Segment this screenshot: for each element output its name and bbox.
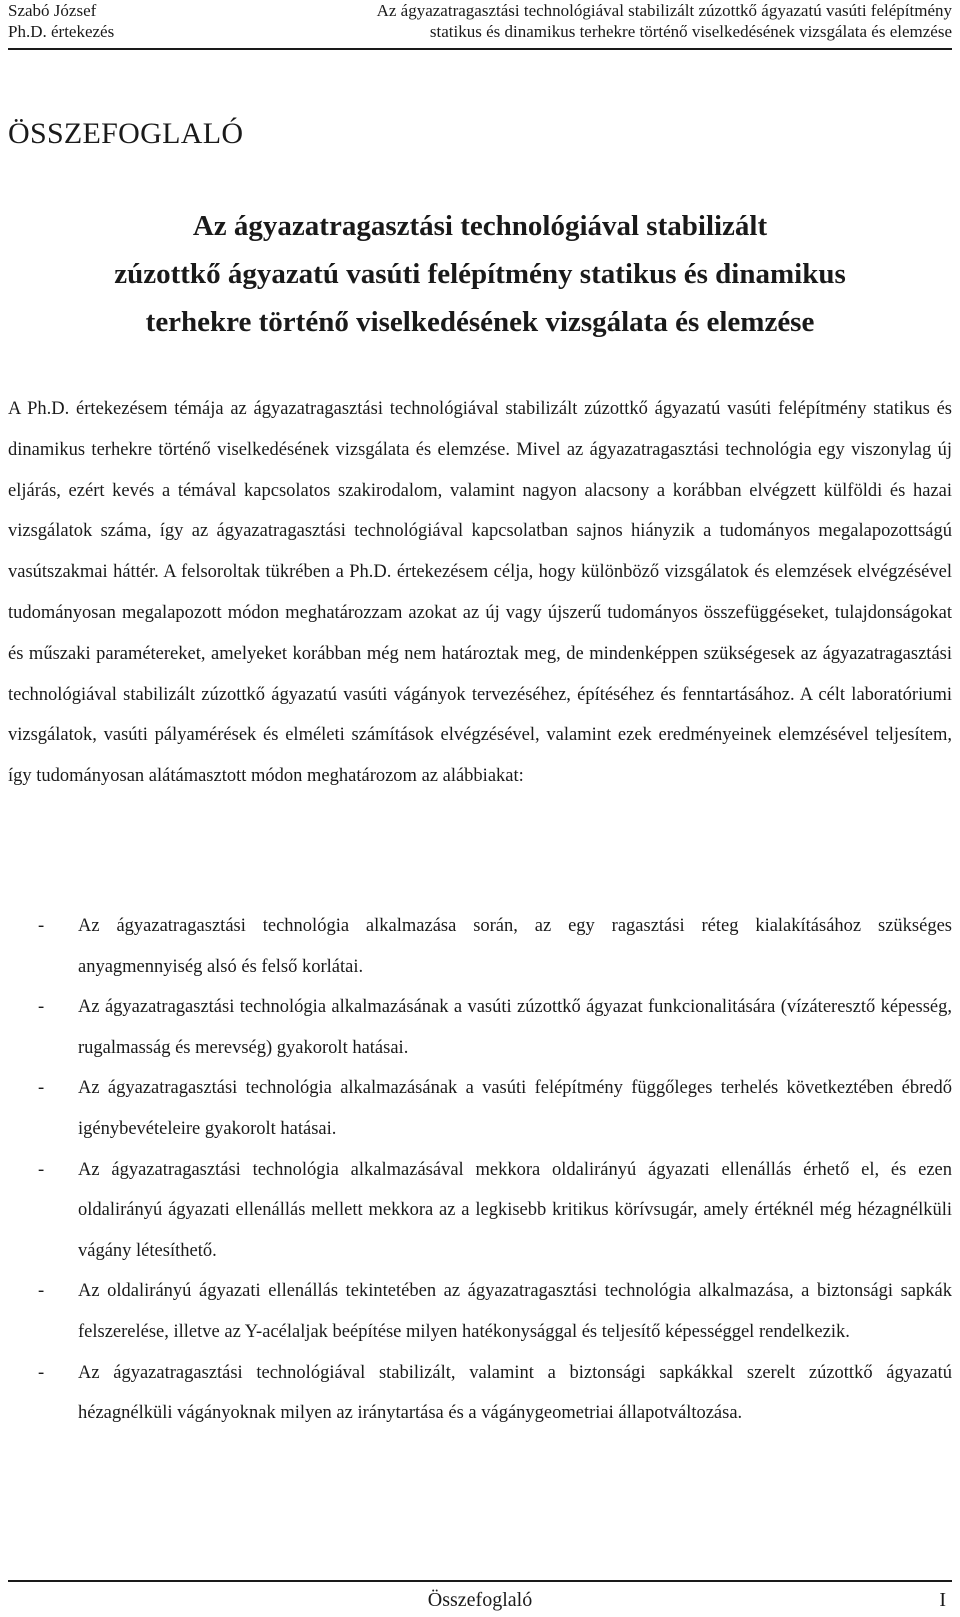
bullet-dash: - (38, 916, 45, 936)
body-text (8, 389, 952, 797)
main-title (40, 202, 920, 346)
page-header (8, 0, 952, 44)
list-item (8, 1353, 952, 1434)
list-item-text: Az ágyazatragasztási technológia alkalmazása során, az egy ragasztási réteg kialakításához szükséges anyagmennyiség alsó és felső korlátai. (78, 916, 952, 977)
footer-section-name: Összefoglaló (427, 1589, 533, 1611)
bullet-dash: - (38, 997, 45, 1018)
list-item-text: Az ágyazatragasztási technológiával stabilizált, valamint a biztonsági sapkákkal szerelt zúzottkő ágyazatú hézagnélküli vágányoknak milyen az iránytartása és a vágánygeometriai állapotváltozása. (78, 1362, 952, 1424)
list-item-text: Az oldalirányú ágyazati ellenállás tekintetében az ágyazatragasztási technológia alkalmazása, a biztonsági sapkák felszerelése, illetve az Y-acélaljak beépítése milyen hatékonysággal és teljesítő képességgel rendelkezik. (78, 1281, 952, 1342)
main-title-line2: zúzottkő ágyazatú vasúti felépítmény statikus és dinamikus (114, 258, 846, 290)
list-item (8, 906, 952, 987)
section-title: ÖSSZEFOGLALÓ (8, 117, 244, 150)
bullet-dash: - (38, 1362, 45, 1383)
list-item-text: Az ágyazatragasztási technológia alkalmazásának a vasúti zúzottkő ágyazat funkcionalitására (vízáteresztő képesség, rugalmasság és merevség) gyakorolt hatásai. (78, 997, 952, 1058)
body-paragraph: A Ph.D. értekezésem témája az ágyazatragasztási technológiával stabilizált zúzottkő ágyazatú vasúti felépítmény statikus és dinamikus terhekre történő viselkedésének vizsgálata és elemzése. Mivel az ágyazatragasztási technológia egy viszonylag új eljárás, ezért kevés a témával kapcsolatos szakirodalom, valamint nagyon alacsony a korábban elvégzett külföldi és hazai vizsgálatok száma, így az ágyazatragasztási technológiával kapcsolatban sajnos hiányzik a tudományos megalapozottságú vasútszakmai háttér. A felsoroltak tükrében a Ph.D. értekezésem célja, hogy különböző vizsgálatok és elemzések elvégzésével tudományosan megalapozott módon meghatározzam azokat az új vagy újszerű tudományos összefüggéseket, tulajdonságokat és műszaki paramétereket, amelyeket korábban még nem határoztak meg, de mindenképpen szükségesek az ágyazatragasztási technológiával stabilizált zúzottkő ágyazatú vasúti vágányok tervezéséhez, építéséhez és fenntartásához. A célt laboratóriumi vizsgálatok, vasúti pályamérések és elméleti számítások elvégzésével, valamint ezek eredményeinek elemzésével teljesítem, így tudományosan alátámasztott módon meghatározom az alábbiakat: (8, 399, 952, 787)
footer-divider (8, 1580, 952, 1582)
list-item (8, 987, 952, 1068)
list-item (8, 1150, 952, 1272)
list-item (8, 1271, 952, 1352)
bullet-list (8, 906, 952, 1434)
list-item-text: Az ágyazatragasztási technológia alkalmazásának a vasúti felépítmény függőleges terhelés következtében ébredő igénybevételeire gyakorolt hatásai. (78, 1078, 952, 1139)
header-title-line1: Az ágyazatragasztási technológiával stabilizált zúzottkő ágyazatú vasúti felépítmény (376, 1, 952, 20)
bullet-dash: - (38, 1078, 45, 1099)
main-title-line3: terhekre történő viselkedésének vizsgálata és elemzése (145, 306, 815, 338)
header-left (8, 0, 208, 42)
header-divider (8, 48, 952, 50)
header-degree: Ph.D. értekezés (8, 22, 115, 41)
bullet-dash: - (38, 1281, 45, 1302)
list-item-text: Az ágyazatragasztási technológia alkalmazásával mekkora oldalirányú ágyazati ellenállás érhető el, és ezen oldalirányú ágyazati ellenállás mellett mekkora az a legkisebb kritikus körívsugár, amely értéknél még hézagnélküli vágány létesíthető. (78, 1159, 952, 1261)
header-title-line2: statikus és dinamikus terhekre történő viselkedésének vizsgálata és elemzése (429, 22, 952, 41)
list-item (8, 1068, 952, 1149)
header-right (232, 0, 952, 42)
bullet-dash: - (38, 1159, 45, 1180)
footer-page-number: I (939, 1589, 946, 1611)
main-title-line1: Az ágyazatragasztási technológiával stabilizált (192, 210, 768, 242)
header-author: Szabó József (8, 1, 97, 20)
